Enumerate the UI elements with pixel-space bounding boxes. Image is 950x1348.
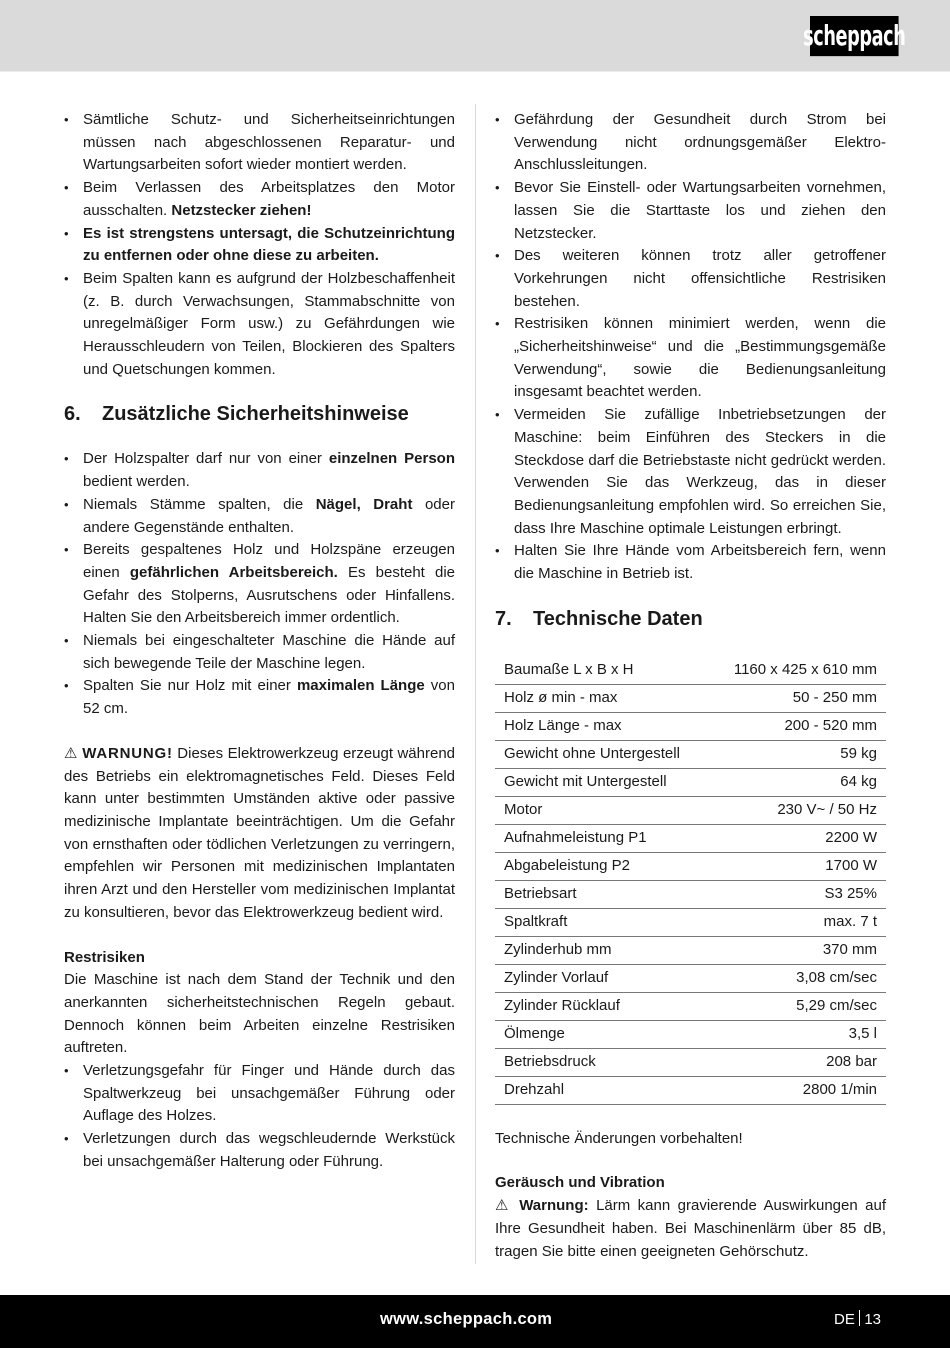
spec-value: max. 7 t [709,908,886,936]
table-row [495,712,886,740]
table-row [495,936,886,964]
spec-label: Ölmenge [495,1020,709,1048]
right-bullet-list [495,109,886,586]
spec-label: Motor [495,796,709,824]
list-item: • Niemals bei eingeschalteter Maschine die Hände auf sich bewegende Teile der Maschine legen. [64,630,455,675]
spec-value: 370 mm [709,936,886,964]
spec-value: 2200 W [709,824,886,852]
technical-changes-note: Technische Änderungen vorbehalten! [495,1129,743,1147]
list-item: • Verletzungsgefahr für Finger und Hände durch das Spaltwerkzeug bei unsachgemäßer Führung oder Auflage des Holzes. [64,1060,455,1128]
spec-value: 1700 W [709,852,886,880]
noise-heading: Geräusch und Vibration [495,1174,665,1192]
list-item: • Bevor Sie Einstell- oder Wartungsarbeiten vornehmen, lassen Sie die Starttaste los und ziehen den Netzstecker. [495,177,886,245]
intro-bullet-list [64,109,455,381]
spec-value: 5,29 cm/sec [709,992,886,1020]
list-item: • Bereits gespaltenes Holz und Holzspäne erzeugen einen gefährlichen Arbeitsbereich. Es besteht die Gefahr des Stolperns, Ausrutschens oder Hinfallens. Halten Sie den Arbeitsbereich immer ordentlich. [64,539,455,630]
technical-data-table [495,657,886,1105]
table-row [495,1048,886,1076]
list-item: • Beim Verlassen des Arbeitsplatzes den Motor ausschalten. Netzstecker ziehen! [64,177,455,222]
warning-icon: ⚠ [495,1197,512,1215]
table-row [495,880,886,908]
table-row [495,657,886,685]
restrisiken-text: Die Maschine ist nach dem Stand der Technik und den anerkannten sicherheitstechnischen Regeln gebaut. Dennoch können beim Arbeiten einzelne Restrisiken auftreten. [64,971,455,1057]
spec-label: Holz Länge - max [495,712,709,740]
table-row [495,1020,886,1048]
spec-label: Aufnahmeleistung P1 [495,824,709,852]
column-divider [475,104,476,1264]
table-row [495,824,886,852]
spec-value: 1160 x 425 x 610 mm [709,657,886,685]
spec-value: 2800 1/min [709,1076,886,1104]
warning-label: WARNUNG! [82,744,173,762]
table-row [495,908,886,936]
list-item: • Vermeiden Sie zufällige Inbetriebsetzungen der Maschine: beim Einführen des Steckers in die Steckdose darf die Betriebstaste nicht gedrückt werden. Verwenden Sie das Werkzeug, das in dieser Bedienungsanleitung empfohlen wird. So erreichen Sie, dass Ihre Maschine optimale Leistungen erbringt. [495,404,886,540]
restrisiken-bullet-list [64,1060,455,1174]
spec-label: Spaltkraft [495,908,709,936]
spec-value: 208 bar [709,1048,886,1076]
spec-label: Holz ø min - max [495,684,709,712]
spec-label: Gewicht ohne Untergestell [495,740,709,768]
list-item: • Halten Sie Ihre Hände vom Arbeitsbereich fern, wenn die Maschine in Betrieb ist. [495,540,886,585]
spec-label: Betriebsdruck [495,1048,709,1076]
warning-icon: ⚠ [64,744,78,762]
table-row [495,1076,886,1104]
spec-label: Gewicht mit Untergestell [495,768,709,796]
table-row [495,740,886,768]
spec-value: 64 kg [709,768,886,796]
warning-label: Warnung: [519,1197,589,1215]
spec-value: 200 - 520 mm [709,712,886,740]
list-item: • Verletzungen durch das wegschleudernde Werkstück bei unsachgemäßer Halterung oder Führung. [64,1128,455,1173]
list-item: • Spalten Sie nur Holz mit einer maximalen Länge von 52 cm. [64,675,455,720]
table-row [495,768,886,796]
list-item: • Niemals Stämme spalten, die Nägel, Draht oder andere Gegenstände enthalten. [64,494,455,539]
spec-label: Zylinder Rücklauf [495,992,709,1020]
table-row [495,796,886,824]
list-item: • Beim Spalten kann es aufgrund der Holzbeschaffenheit (z. B. durch Verwachsungen, Stammabschnitte von unregelmäßiger Form usw.) zu Gefährdungen wie Herausschleudern von Teilen, Blockieren des Spalters und Quetschungen kommen. [64,268,455,382]
page-footer [0,1295,950,1348]
section-6-heading: 6. Zusätzliche Sicherheitshinweise [64,403,409,426]
spec-value: 50 - 250 mm [709,684,886,712]
spec-label: Betriebsart [495,880,709,908]
website-link[interactable]: www.scheppach.com [380,1310,553,1328]
spec-value: 59 kg [709,740,886,768]
spec-value: S3 25% [709,880,886,908]
spec-value: 3,08 cm/sec [709,964,886,992]
list-item: • Sämtliche Schutz- und Sicherheitseinrichtungen müssen nach abgeschlossenen Reparatur- und Wartungsarbeiten sofort wieder montiert werden. [64,109,455,177]
spec-value: 3,5 l [709,1020,886,1048]
spec-label: Abgabeleistung P2 [495,852,709,880]
page-header [0,0,950,72]
list-item: • Es ist strengstens untersagt, die Schutzeinrichtung zu entfernen oder ohne diese zu arbeiten. [64,223,455,268]
section-6-bullet-list [64,448,455,720]
list-item: • Restrisiken können minimiert werden, wenn die „Sicherheitshinweise“ und die „Bestimmungsgemäße Verwendung“, sowie die Bedienungsanleitung insgesamt beachtet werden. [495,313,886,404]
noise-warning: ⚠ Warnung: Lärm kann gravierende Auswirkungen auf Ihre Gesundheit haben. Bei Maschinenlärm über 85 dB, tragen Sie bitte einen geeigneten Gehörschutz. [495,1197,886,1260]
list-item: • Der Holzspalter darf nur von einer einzelnen Person bedient werden. [64,448,455,493]
spec-value: 230 V~ / 50 Hz [709,796,886,824]
left-column [64,109,455,1174]
list-item: • Gefährdung der Gesundheit durch Strom bei Verwendung nicht ordnungsgemäßer Elektro-Anschlussleitungen. [495,109,886,177]
list-item: • Des weiteren können trotz aller getroffener Vorkehrungen nicht offensichtliche Restrisiken bestehen. [495,245,886,313]
spec-label: Baumaße L x B x H [495,657,709,685]
table-row [495,852,886,880]
emf-warning: ⚠ WARNUNG! Dieses Elektrowerkzeug erzeugt während des Betriebs ein elektromagnetisches Feld. Dieses Feld kann unter bestimmten Umständen aktive oder passive medizinische Implantate beeinträchtigen. Um die Gefahr von ernsthaften oder tödlichen Verletzungen zu verringern, empfehlen wir Personen mit medizinischen Implantaten ihren Arzt und den Hersteller vom medizinischen Implantat zu konsultieren, bevor das Elektrowerkzeug bedient wird. [64,744,456,921]
scheppach-logo: scheppach [810,16,899,56]
section-7-heading: 7. Technische Daten [495,607,703,630]
table-row [495,684,886,712]
spec-label: Zylinderhub mm [495,936,709,964]
page-indicator: DE 13 [834,1311,882,1328]
table-row [495,992,886,1020]
spec-label: Drehzahl [495,1076,709,1104]
restrisiken-heading: Restrisiken [64,948,145,966]
right-column [495,109,886,1263]
table-row [495,964,886,992]
spec-label: Zylinder Vorlauf [495,964,709,992]
